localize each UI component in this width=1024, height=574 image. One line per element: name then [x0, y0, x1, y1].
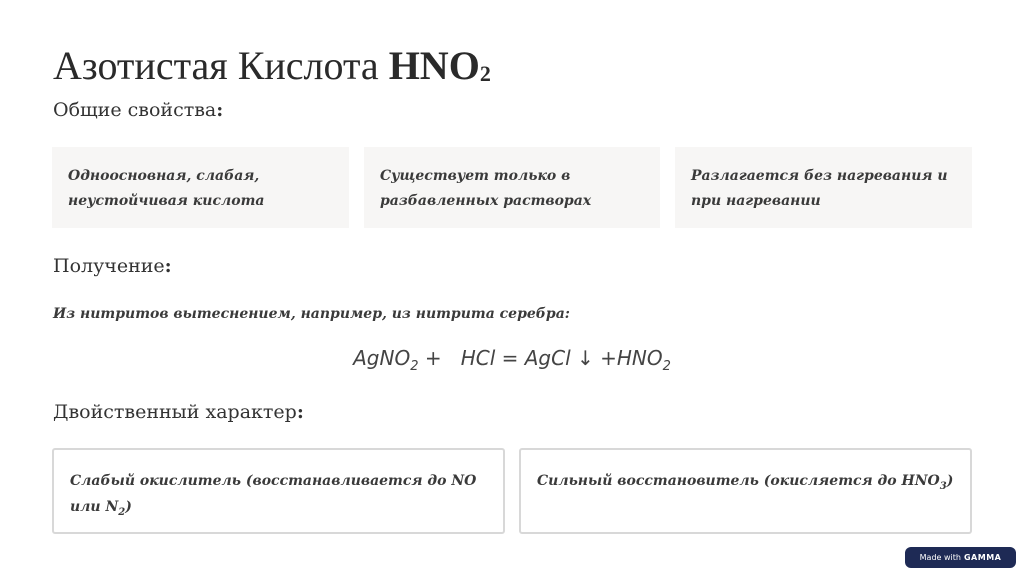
property-card-1-line1: Одноосновная, слабая,	[68, 168, 260, 184]
preparation-method: Из нитритов вытеснением, например, из нитрита серебра:	[53, 306, 570, 322]
duality-heading: Двойственный характер:	[53, 401, 304, 423]
property-card-3	[675, 147, 972, 228]
preparation-heading: Получение:	[53, 255, 172, 277]
property-card-2-line2: разбавленных растворах	[380, 193, 592, 209]
oxidizer-card: Слабый окислитель (восстанавливается до NO или $N_2$)	[52, 448, 505, 534]
reaction-equation: AgNO$_2$ + HCl = AgCl ↓ $+HNO_2$	[353, 346, 671, 374]
properties-heading: Общие свойства:	[53, 99, 224, 121]
reducer-card: Сильный восстановитель (окисляется до $HNO_3$)	[519, 448, 972, 534]
property-card-2	[364, 147, 660, 228]
made-with-gamma-badge[interactable]	[905, 547, 1016, 568]
property-card-2-line1: Существует только в	[380, 168, 571, 184]
property-card-3-line1: Разлагается без нагревания и	[691, 168, 948, 184]
title-text: Азотистая Кислота	[53, 43, 389, 88]
gamma-logo: GAMMA	[963, 553, 1002, 562]
property-card-1	[52, 147, 349, 228]
property-card-3-line2: при нагревании	[691, 193, 821, 209]
page-title	[53, 42, 491, 96]
badge-made-with: Made with	[919, 553, 961, 562]
title-formula: $HNO_2$	[388, 43, 491, 88]
property-card-1-line2: неустойчивая кислота	[68, 193, 265, 209]
